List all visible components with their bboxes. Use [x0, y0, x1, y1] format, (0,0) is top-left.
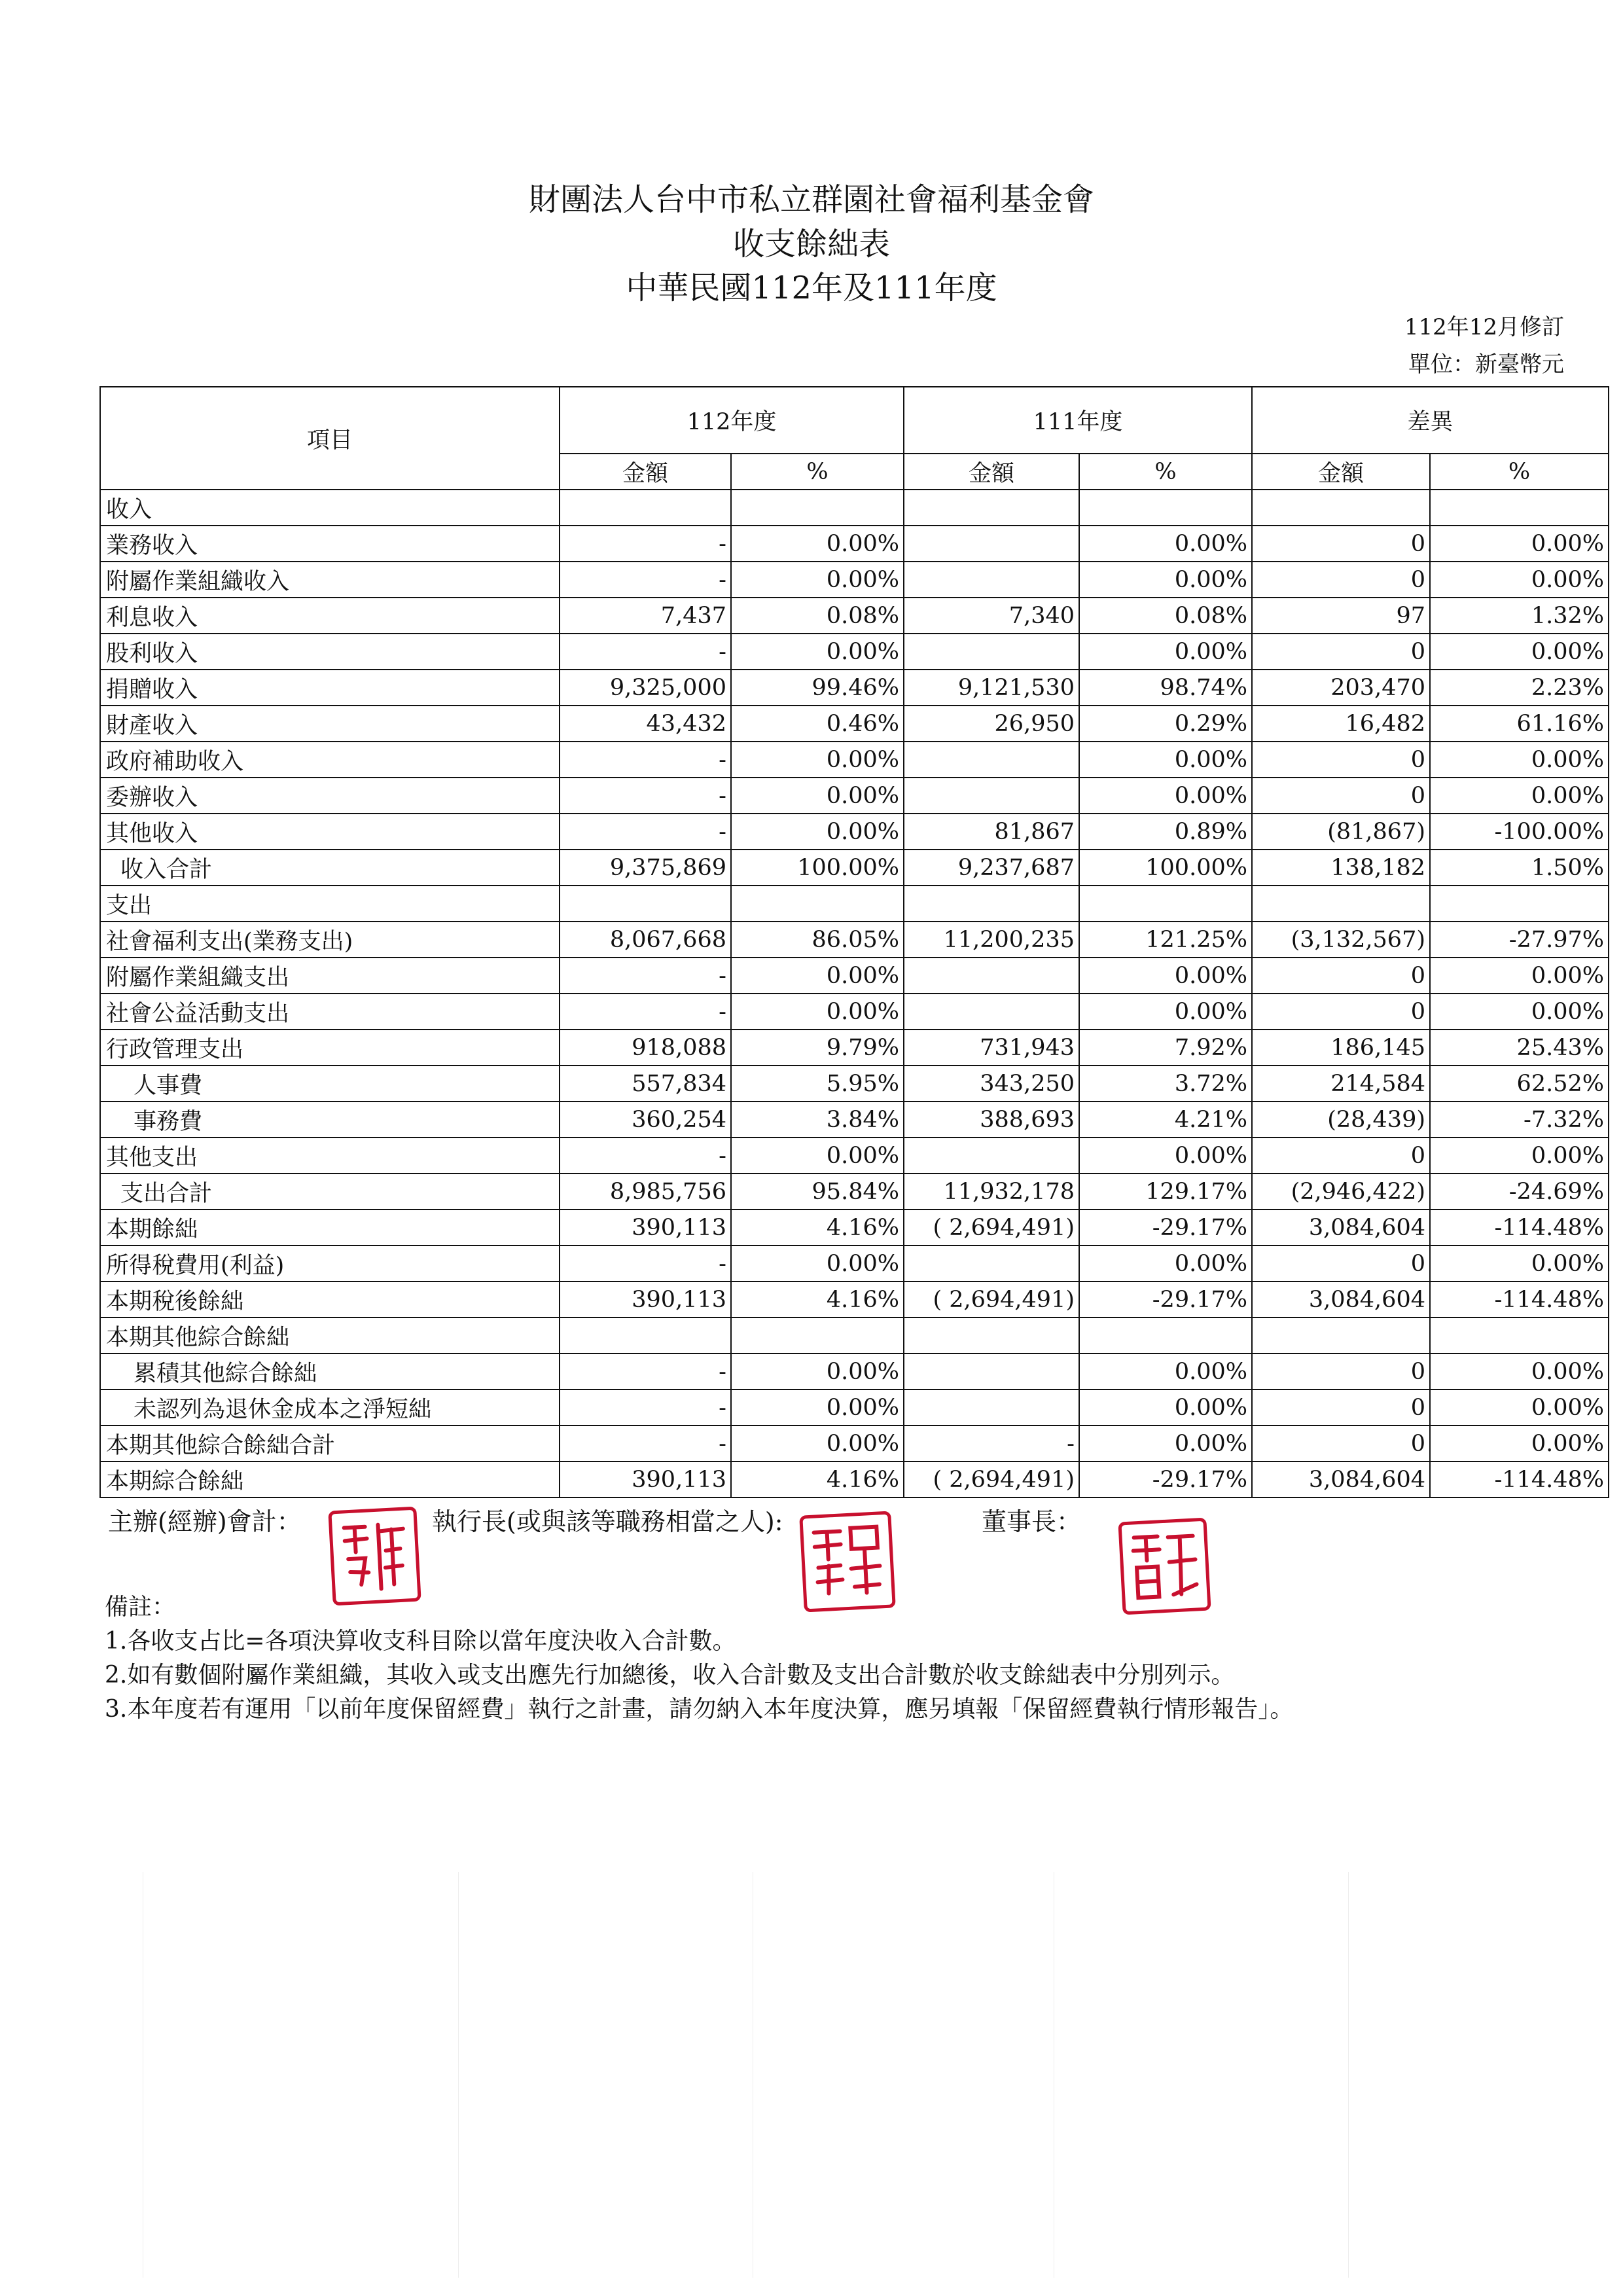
pct-111-cell: 0.00% [1079, 1426, 1252, 1462]
pct-diff-cell: -114.48% [1430, 1210, 1609, 1246]
row-item-label: 行政管理支出 [100, 1030, 560, 1066]
column-header-diff: 差異 [1252, 387, 1609, 454]
table-row [100, 1102, 1609, 1138]
amount-112-cell: 9,325,000 [560, 670, 731, 706]
row-item-label: 收入 [100, 490, 560, 526]
pct-diff-cell: 1.32% [1430, 598, 1609, 634]
amount-diff-cell: 16,482 [1252, 706, 1430, 742]
amount-111-cell [904, 1318, 1079, 1354]
amount-111-cell: 731,943 [904, 1030, 1079, 1066]
table-row [100, 490, 1609, 526]
amount-111-cell [904, 562, 1079, 598]
amount-diff-cell: 0 [1252, 1246, 1430, 1282]
pct-111-cell [1079, 886, 1252, 922]
pct-111-cell: 0.00% [1079, 1354, 1252, 1390]
amount-diff-cell: 186,145 [1252, 1030, 1430, 1066]
amount-112-cell: 390,113 [560, 1282, 731, 1318]
pct-111-cell: 0.00% [1079, 778, 1252, 814]
pct-112-cell: 9.79% [731, 1030, 904, 1066]
pct-111-cell: 121.25% [1079, 922, 1252, 958]
amount-111-cell [904, 1390, 1079, 1426]
amount-112-cell: - [560, 562, 731, 598]
subheader-amount: 金額 [560, 454, 731, 490]
amount-diff-cell: 0 [1252, 634, 1430, 670]
row-item-label: 社會公益活動支出 [100, 994, 560, 1030]
pct-111-cell: 0.29% [1079, 706, 1252, 742]
pct-diff-cell: 0.00% [1430, 958, 1609, 994]
column-header-111: 111年度 [904, 387, 1252, 454]
pct-111-cell: 4.21% [1079, 1102, 1252, 1138]
revision-note: 112年12月修訂 [1404, 314, 1564, 340]
amount-112-cell: - [560, 778, 731, 814]
scan-artifact [458, 1872, 459, 2278]
table-row [100, 1354, 1609, 1390]
row-item-label: 所得稅費用(利益) [100, 1246, 560, 1282]
pct-112-cell: 0.00% [731, 526, 904, 562]
pct-diff-cell: -27.97% [1430, 922, 1609, 958]
pct-diff-cell: 0.00% [1430, 1138, 1609, 1174]
pct-112-cell: 95.84% [731, 1174, 904, 1210]
amount-112-cell: 7,437 [560, 598, 731, 634]
row-item-label: 附屬作業組織支出 [100, 958, 560, 994]
amount-112-cell: - [560, 1354, 731, 1390]
table-row [100, 1174, 1609, 1210]
pct-112-cell: 5.95% [731, 1066, 904, 1102]
pct-111-cell: 0.00% [1079, 994, 1252, 1030]
pct-112-cell: 0.46% [731, 706, 904, 742]
amount-111-cell: 9,121,530 [904, 670, 1079, 706]
amount-diff-cell: (28,439) [1252, 1102, 1430, 1138]
pct-112-cell: 0.00% [731, 1138, 904, 1174]
table-row [100, 634, 1609, 670]
pct-111-cell: -29.17% [1079, 1210, 1252, 1246]
pct-112-cell: 0.00% [731, 1390, 904, 1426]
amount-diff-cell: 0 [1252, 778, 1430, 814]
pct-111-cell: 100.00% [1079, 850, 1252, 886]
amount-111-cell: 11,200,235 [904, 922, 1079, 958]
row-item-label: 人事費 [100, 1066, 560, 1102]
amount-112-cell: - [560, 958, 731, 994]
table-row [100, 1066, 1609, 1102]
amount-112-cell: - [560, 1138, 731, 1174]
report-title: 收支餘絀表 [732, 226, 890, 262]
pct-112-cell [731, 490, 904, 526]
pct-diff-cell: 0.00% [1430, 994, 1609, 1030]
amount-112-cell: 8,067,668 [560, 922, 731, 958]
amount-112-cell: - [560, 994, 731, 1030]
amount-111-cell: 81,867 [904, 814, 1079, 850]
pct-111-cell: 0.00% [1079, 634, 1252, 670]
pct-111-cell: 7.92% [1079, 1030, 1252, 1066]
row-item-label: 本期餘絀 [100, 1210, 560, 1246]
amount-diff-cell: 0 [1252, 1138, 1430, 1174]
amount-diff-cell: 214,584 [1252, 1066, 1430, 1102]
amount-112-cell: 918,088 [560, 1030, 731, 1066]
row-item-label: 利息收入 [100, 598, 560, 634]
amount-diff-cell: 203,470 [1252, 670, 1430, 706]
amount-112-cell [560, 886, 731, 922]
chairman-label: 董事長： [982, 1507, 1082, 1536]
pct-112-cell: 0.00% [731, 1426, 904, 1462]
row-item-label: 捐贈收入 [100, 670, 560, 706]
pct-diff-cell: 1.50% [1430, 850, 1609, 886]
subheader-pct: % [1430, 454, 1609, 490]
row-item-label: 支出合計 [100, 1174, 560, 1210]
notes [105, 1590, 1293, 1727]
amount-112-cell: - [560, 634, 731, 670]
amount-112-cell [560, 490, 731, 526]
row-item-label: 收入合計 [100, 850, 560, 886]
amount-112-cell: 8,985,756 [560, 1174, 731, 1210]
pct-111-cell: 0.00% [1079, 1138, 1252, 1174]
table-row [100, 1390, 1609, 1426]
subheader-amount: 金額 [904, 454, 1079, 490]
row-item-label: 事務費 [100, 1102, 560, 1138]
pct-111-cell: -29.17% [1079, 1282, 1252, 1318]
amount-111-cell: 343,250 [904, 1066, 1079, 1102]
amount-111-cell [904, 886, 1079, 922]
pct-112-cell: 0.00% [731, 634, 904, 670]
pct-112-cell: 3.84% [731, 1102, 904, 1138]
amount-diff-cell [1252, 886, 1430, 922]
row-item-label: 本期稅後餘絀 [100, 1282, 560, 1318]
amount-112-cell: 43,432 [560, 706, 731, 742]
pct-111-cell: 0.00% [1079, 1246, 1252, 1282]
row-item-label: 累積其他綜合餘絀 [100, 1354, 560, 1390]
pct-112-cell: 4.16% [731, 1462, 904, 1498]
amount-diff-cell: 0 [1252, 994, 1430, 1030]
amount-112-cell: 557,834 [560, 1066, 731, 1102]
amount-111-cell [904, 526, 1079, 562]
pct-111-cell: 3.72% [1079, 1066, 1252, 1102]
amount-111-cell [904, 958, 1079, 994]
table-row [100, 598, 1609, 634]
pct-diff-cell: 0.00% [1430, 634, 1609, 670]
table-row [100, 994, 1609, 1030]
amount-diff-cell: 0 [1252, 1390, 1430, 1426]
pct-112-cell: 0.00% [731, 778, 904, 814]
pct-112-cell [731, 886, 904, 922]
pct-112-cell: 0.00% [731, 742, 904, 778]
amount-111-cell [904, 1138, 1079, 1174]
pct-diff-cell: 0.00% [1430, 742, 1609, 778]
amount-111-cell [904, 994, 1079, 1030]
pct-111-cell: 0.00% [1079, 742, 1252, 778]
amount-111-cell [904, 1246, 1079, 1282]
amount-111-cell: 388,693 [904, 1102, 1079, 1138]
table-row [100, 1030, 1609, 1066]
pct-diff-cell: 0.00% [1430, 1390, 1609, 1426]
statement-table [99, 386, 1609, 1498]
pct-111-cell: 0.08% [1079, 598, 1252, 634]
pct-111-cell: 98.74% [1079, 670, 1252, 706]
amount-112-cell [560, 1318, 731, 1354]
pct-diff-cell: -100.00% [1430, 814, 1609, 850]
row-item-label: 政府補助收入 [100, 742, 560, 778]
pct-diff-cell: 2.23% [1430, 670, 1609, 706]
amount-111-cell [904, 742, 1079, 778]
pct-111-cell: 0.00% [1079, 526, 1252, 562]
pct-112-cell: 86.05% [731, 922, 904, 958]
amount-diff-cell: 0 [1252, 742, 1430, 778]
pct-112-cell: 0.00% [731, 814, 904, 850]
table-row [100, 670, 1609, 706]
amount-112-cell: - [560, 1390, 731, 1426]
pct-112-cell: 0.00% [731, 562, 904, 598]
pct-diff-cell: -24.69% [1430, 1174, 1609, 1210]
row-item-label: 業務收入 [100, 526, 560, 562]
pct-112-cell: 100.00% [731, 850, 904, 886]
table-row [100, 814, 1609, 850]
amount-diff-cell: 3,084,604 [1252, 1282, 1430, 1318]
amount-diff-cell: 97 [1252, 598, 1430, 634]
amount-diff-cell: 0 [1252, 1354, 1430, 1390]
pct-diff-cell [1430, 1318, 1609, 1354]
pct-diff-cell: -7.32% [1430, 1102, 1609, 1138]
pct-diff-cell: -114.48% [1430, 1462, 1609, 1498]
pct-111-cell: -29.17% [1079, 1462, 1252, 1498]
executive-label: 執行長(或與該等職務相當之人): [432, 1507, 783, 1536]
amount-112-cell: 9,375,869 [560, 850, 731, 886]
table-row [100, 1462, 1609, 1498]
note-item: 3.本年度若有運用「以前年度保留經費」執行之計畫，請勿納入本年度決算，應另填報「保留經費執行情形報告」。 [105, 1696, 1294, 1723]
unit-note: 單位：新臺幣元 [1408, 351, 1564, 378]
pct-diff-cell: 62.52% [1430, 1066, 1609, 1102]
pct-diff-cell: 0.00% [1430, 1246, 1609, 1282]
amount-111-cell: 7,340 [904, 598, 1079, 634]
pct-111-cell: 0.00% [1079, 562, 1252, 598]
amount-111-cell: - [904, 1426, 1079, 1462]
row-item-label: 其他支出 [100, 1138, 560, 1174]
row-item-label: 社會福利支出(業務支出) [100, 922, 560, 958]
table-row [100, 1318, 1609, 1354]
amount-diff-cell: 3,084,604 [1252, 1210, 1430, 1246]
accountant-seal-mark [332, 1510, 418, 1602]
table-row [100, 1282, 1609, 1318]
scan-artifact [1348, 1872, 1349, 2278]
pct-111-cell: 0.00% [1079, 958, 1252, 994]
table-row [100, 958, 1609, 994]
amount-diff-cell: 0 [1252, 1426, 1430, 1462]
table-row [100, 526, 1609, 562]
pct-111-cell [1079, 1318, 1252, 1354]
table-row [100, 886, 1609, 922]
pct-diff-cell: 0.00% [1430, 562, 1609, 598]
pct-111-cell: 0.00% [1079, 1390, 1252, 1426]
amount-diff-cell [1252, 1318, 1430, 1354]
row-item-label: 未認列為退休金成本之淨短絀 [100, 1390, 560, 1426]
pct-diff-cell: 61.16% [1430, 706, 1609, 742]
table-row [100, 562, 1609, 598]
amount-111-cell: 9,237,687 [904, 850, 1079, 886]
table-row [100, 1210, 1609, 1246]
pct-112-cell: 0.08% [731, 598, 904, 634]
table-row [100, 1138, 1609, 1174]
amount-111-cell: ( 2,694,491) [904, 1282, 1079, 1318]
amount-diff-cell: 0 [1252, 562, 1430, 598]
amount-112-cell: - [560, 814, 731, 850]
row-item-label: 本期其他綜合餘絀合計 [100, 1426, 560, 1462]
amount-112-cell: - [560, 1426, 731, 1462]
pct-diff-cell: 0.00% [1430, 526, 1609, 562]
column-header-item: 項目 [100, 387, 560, 490]
row-item-label: 財產收入 [100, 706, 560, 742]
table-row [100, 778, 1609, 814]
period-title: 中華民國112年及111年度 [626, 270, 997, 306]
pct-111-cell: 129.17% [1079, 1174, 1252, 1210]
amount-diff-cell: (3,132,567) [1252, 922, 1430, 958]
pct-112-cell: 0.00% [731, 1354, 904, 1390]
statement-rows [100, 490, 1609, 1498]
amount-111-cell: ( 2,694,491) [904, 1462, 1079, 1498]
table-row [100, 850, 1609, 886]
amount-111-cell: 26,950 [904, 706, 1079, 742]
pct-112-cell: 0.00% [731, 994, 904, 1030]
pct-diff-cell: 0.00% [1430, 778, 1609, 814]
pct-112-cell: 0.00% [731, 958, 904, 994]
pct-112-cell: 4.16% [731, 1282, 904, 1318]
amount-111-cell [904, 490, 1079, 526]
amount-diff-cell: (81,867) [1252, 814, 1430, 850]
amount-111-cell [904, 1354, 1079, 1390]
row-item-label: 支出 [100, 886, 560, 922]
note-item: 1.各收支占比=各項決算收支科目除以當年度決收入合計數。 [105, 1628, 736, 1655]
pct-112-cell: 0.00% [731, 1246, 904, 1282]
pct-112-cell: 99.46% [731, 670, 904, 706]
amount-111-cell: 11,932,178 [904, 1174, 1079, 1210]
table-row [100, 1246, 1609, 1282]
column-header-112: 112年度 [560, 387, 904, 454]
amount-112-cell: - [560, 1246, 731, 1282]
row-item-label: 本期綜合餘絀 [100, 1462, 560, 1498]
amount-112-cell: 390,113 [560, 1462, 731, 1498]
note-item: 2.如有數個附屬作業組織，其收入或支出應先行加總後，收入合計數及支出合計數於收支餘絀表中分別列示。 [105, 1662, 1235, 1689]
table-row [100, 1426, 1609, 1462]
pct-diff-cell: 0.00% [1430, 1354, 1609, 1390]
notes-title: 備註： [105, 1594, 176, 1621]
table-row [100, 922, 1609, 958]
row-item-label: 其他收入 [100, 814, 560, 850]
amount-112-cell: 360,254 [560, 1102, 731, 1138]
accountant-label: 主辦(經辦)會計： [108, 1507, 302, 1536]
amount-112-cell: - [560, 742, 731, 778]
subheader-amount: 金額 [1252, 454, 1430, 490]
pct-diff-cell [1430, 490, 1609, 526]
org-title: 財團法人台中市私立群園社會福利基金會 [528, 181, 1094, 218]
amount-111-cell: ( 2,694,491) [904, 1210, 1079, 1246]
row-item-label: 附屬作業組織收入 [100, 562, 560, 598]
row-item-label: 股利收入 [100, 634, 560, 670]
pct-111-cell [1079, 490, 1252, 526]
pct-112-cell [731, 1318, 904, 1354]
amount-111-cell [904, 634, 1079, 670]
amount-diff-cell: (2,946,422) [1252, 1174, 1430, 1210]
amount-111-cell [904, 778, 1079, 814]
amount-112-cell: - [560, 526, 731, 562]
subheader-pct: % [1079, 454, 1252, 490]
amount-diff-cell: 3,084,604 [1252, 1462, 1430, 1498]
amount-diff-cell: 0 [1252, 526, 1430, 562]
pct-111-cell: 0.89% [1079, 814, 1252, 850]
subheader-pct: % [731, 454, 904, 490]
row-item-label: 委辦收入 [100, 778, 560, 814]
pct-diff-cell: 25.43% [1430, 1030, 1609, 1066]
table-row [100, 742, 1609, 778]
pct-diff-cell: -114.48% [1430, 1282, 1609, 1318]
amount-diff-cell: 138,182 [1252, 850, 1430, 886]
table-row [100, 706, 1609, 742]
amount-diff-cell [1252, 490, 1430, 526]
amount-diff-cell: 0 [1252, 958, 1430, 994]
amount-112-cell: 390,113 [560, 1210, 731, 1246]
pct-diff-cell: 0.00% [1430, 1426, 1609, 1462]
row-item-label: 本期其他綜合餘絀 [100, 1318, 560, 1354]
pct-112-cell: 4.16% [731, 1210, 904, 1246]
pct-diff-cell [1430, 886, 1609, 922]
